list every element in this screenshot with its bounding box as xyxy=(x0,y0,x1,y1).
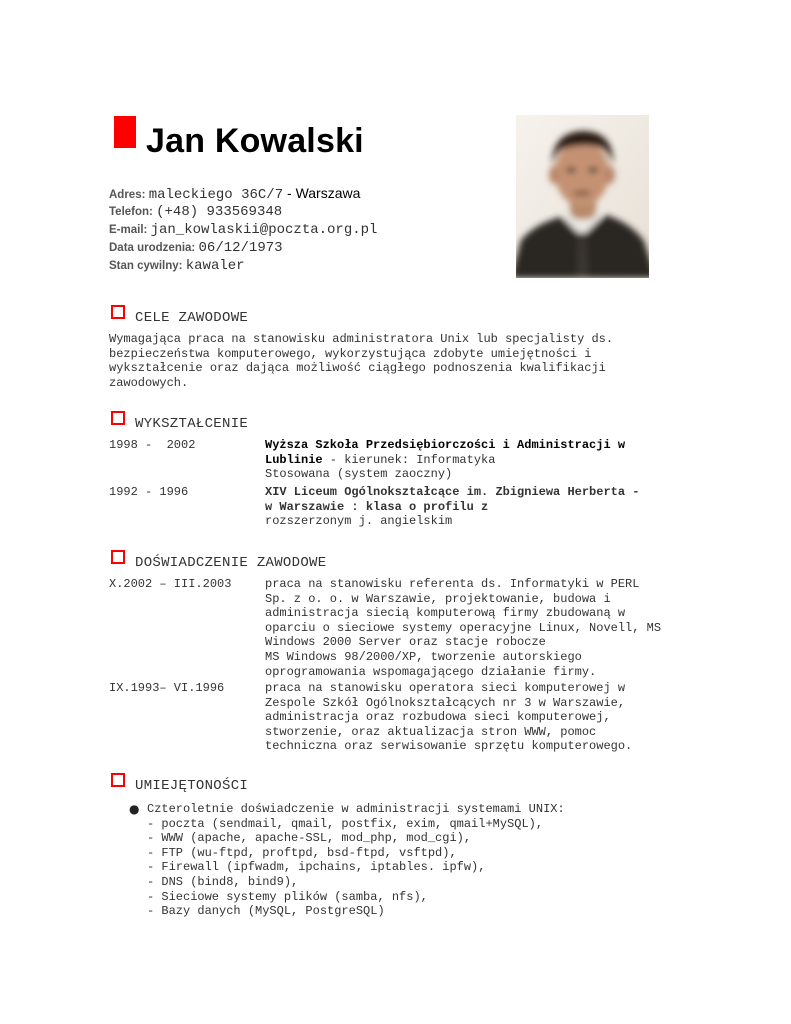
phone-value: (+48) 933569348 xyxy=(156,204,283,220)
section-goals-title: CELE ZAWODOWE xyxy=(135,310,249,326)
education-school: XIV Liceum Ogólnokształcące im. Zbigniewa Herberta - w Warszawie : klasa o profilu z xyxy=(265,485,640,514)
education-dates: 1992 - 1996 xyxy=(109,485,189,499)
email-row xyxy=(109,220,377,238)
profile-photo xyxy=(516,115,649,278)
phone-row xyxy=(109,202,377,220)
full-name: Jan Kowalski xyxy=(146,122,364,160)
email-label: E-mail: xyxy=(109,224,148,236)
address-row xyxy=(109,184,377,202)
section-education-title: WYKSZTAŁCENIE xyxy=(135,416,249,432)
birth-row xyxy=(109,238,377,256)
education-field-2: Stosowana (system zaoczny) xyxy=(265,467,453,482)
goals-text: Wymagająca praca na stanowisku administratora Unix lub specjalisty ds. bezpieczeństwa komputerowego, wykorzystująca zdobyte umiejętności i wykształcenie oraz dająca możliwość ciągłego podnoszenia kwalifikacji zawodowych. xyxy=(109,332,614,390)
experience-description: praca na stanowisku operatora sieci komputerowej w Zespole Szkół Ogólnokształcących nr 3 w Warszawie, administracja oraz rozbudowa sieci komputerowej, stworzenie, oraz aktualizacja stron WWW, pomoc techniczna oraz serwisowanie sprzętu komputerowego. xyxy=(265,681,633,754)
status-row xyxy=(109,256,377,274)
contact-info xyxy=(109,184,377,274)
status-label: Stan cywilny: xyxy=(109,260,183,272)
education-field-2: rozszerzonym j. angielskim xyxy=(265,514,453,529)
education-field: - kierunek: Informatyka xyxy=(322,452,496,467)
bullet-icon: ● xyxy=(129,802,140,816)
address-value: maleckiego 36C/7 xyxy=(148,187,284,203)
address-separator: - xyxy=(283,185,296,201)
experience-dates: X.2002 – III.2003 xyxy=(109,577,232,591)
checkbox-square-icon xyxy=(111,773,125,787)
section-skills-title: UMIEJĘTONOŚCI xyxy=(135,778,249,794)
section-skills-header xyxy=(111,776,248,794)
birth-value: 06/12/1973 xyxy=(198,240,283,256)
education-details xyxy=(265,438,625,467)
birth-label: Data urodzenia: xyxy=(109,242,196,254)
skills-text: Czteroletnie doświadczenie w administracji systemami UNIX: - poczta (sendmail, qmail, postfix, exim, qmail+MySQL), - WWW (apache, apache-SSL, mod_php, mod_cgi), - FTP (wu-ftpd, proftpd, bsd-ftpd, vsftpd), - Firewall (ipfwadm, ipchains, iptables. ipfw), - DNS (bind8, bind9), - Sieciowe systemy plików (samba, nfs), - Bazy danych (MySQL, PostgreSQL) xyxy=(147,802,565,919)
red-square-mark xyxy=(114,116,136,148)
phone-label: Telefon: xyxy=(109,206,153,218)
section-experience-header xyxy=(111,553,326,571)
status-value: kawaler xyxy=(185,258,245,274)
section-experience-title: DOŚWIADCZENIE ZAWODOWE xyxy=(135,555,327,571)
experience-dates: IX.1993– VI.1996 xyxy=(109,681,225,695)
education-school: Wyższa Szkoła Przedsiębiorczości i Administracji w Lublinie xyxy=(265,438,626,467)
education-dates: 1998 - 2002 xyxy=(109,438,196,452)
experience-description: praca na stanowisku referenta ds. Informatyki w PERL Sp. z o. o. w Warszawie, projektowanie, budowa i administracja siecią komputerową firmy zbudowaną w oparciu o sieciowe systemy operacyjne Linux, Novell, MS Windows 2000 Server oraz stacje robocze MS Windows 98/2000/XP, tworzenie autorskiego oprogramowania wspomagającego działanie firmy. xyxy=(265,577,662,679)
section-goals-header xyxy=(111,308,248,326)
checkbox-square-icon xyxy=(111,550,125,564)
address-city: Warszawa xyxy=(295,185,361,201)
email-value[interactable]: jan_kowlaskii@poczta.org.pl xyxy=(150,222,378,238)
checkbox-square-icon xyxy=(111,411,125,425)
section-education-header xyxy=(111,414,248,432)
checkbox-square-icon xyxy=(111,305,125,319)
portrait-image xyxy=(516,115,649,278)
address-label: Adres: xyxy=(109,189,146,201)
